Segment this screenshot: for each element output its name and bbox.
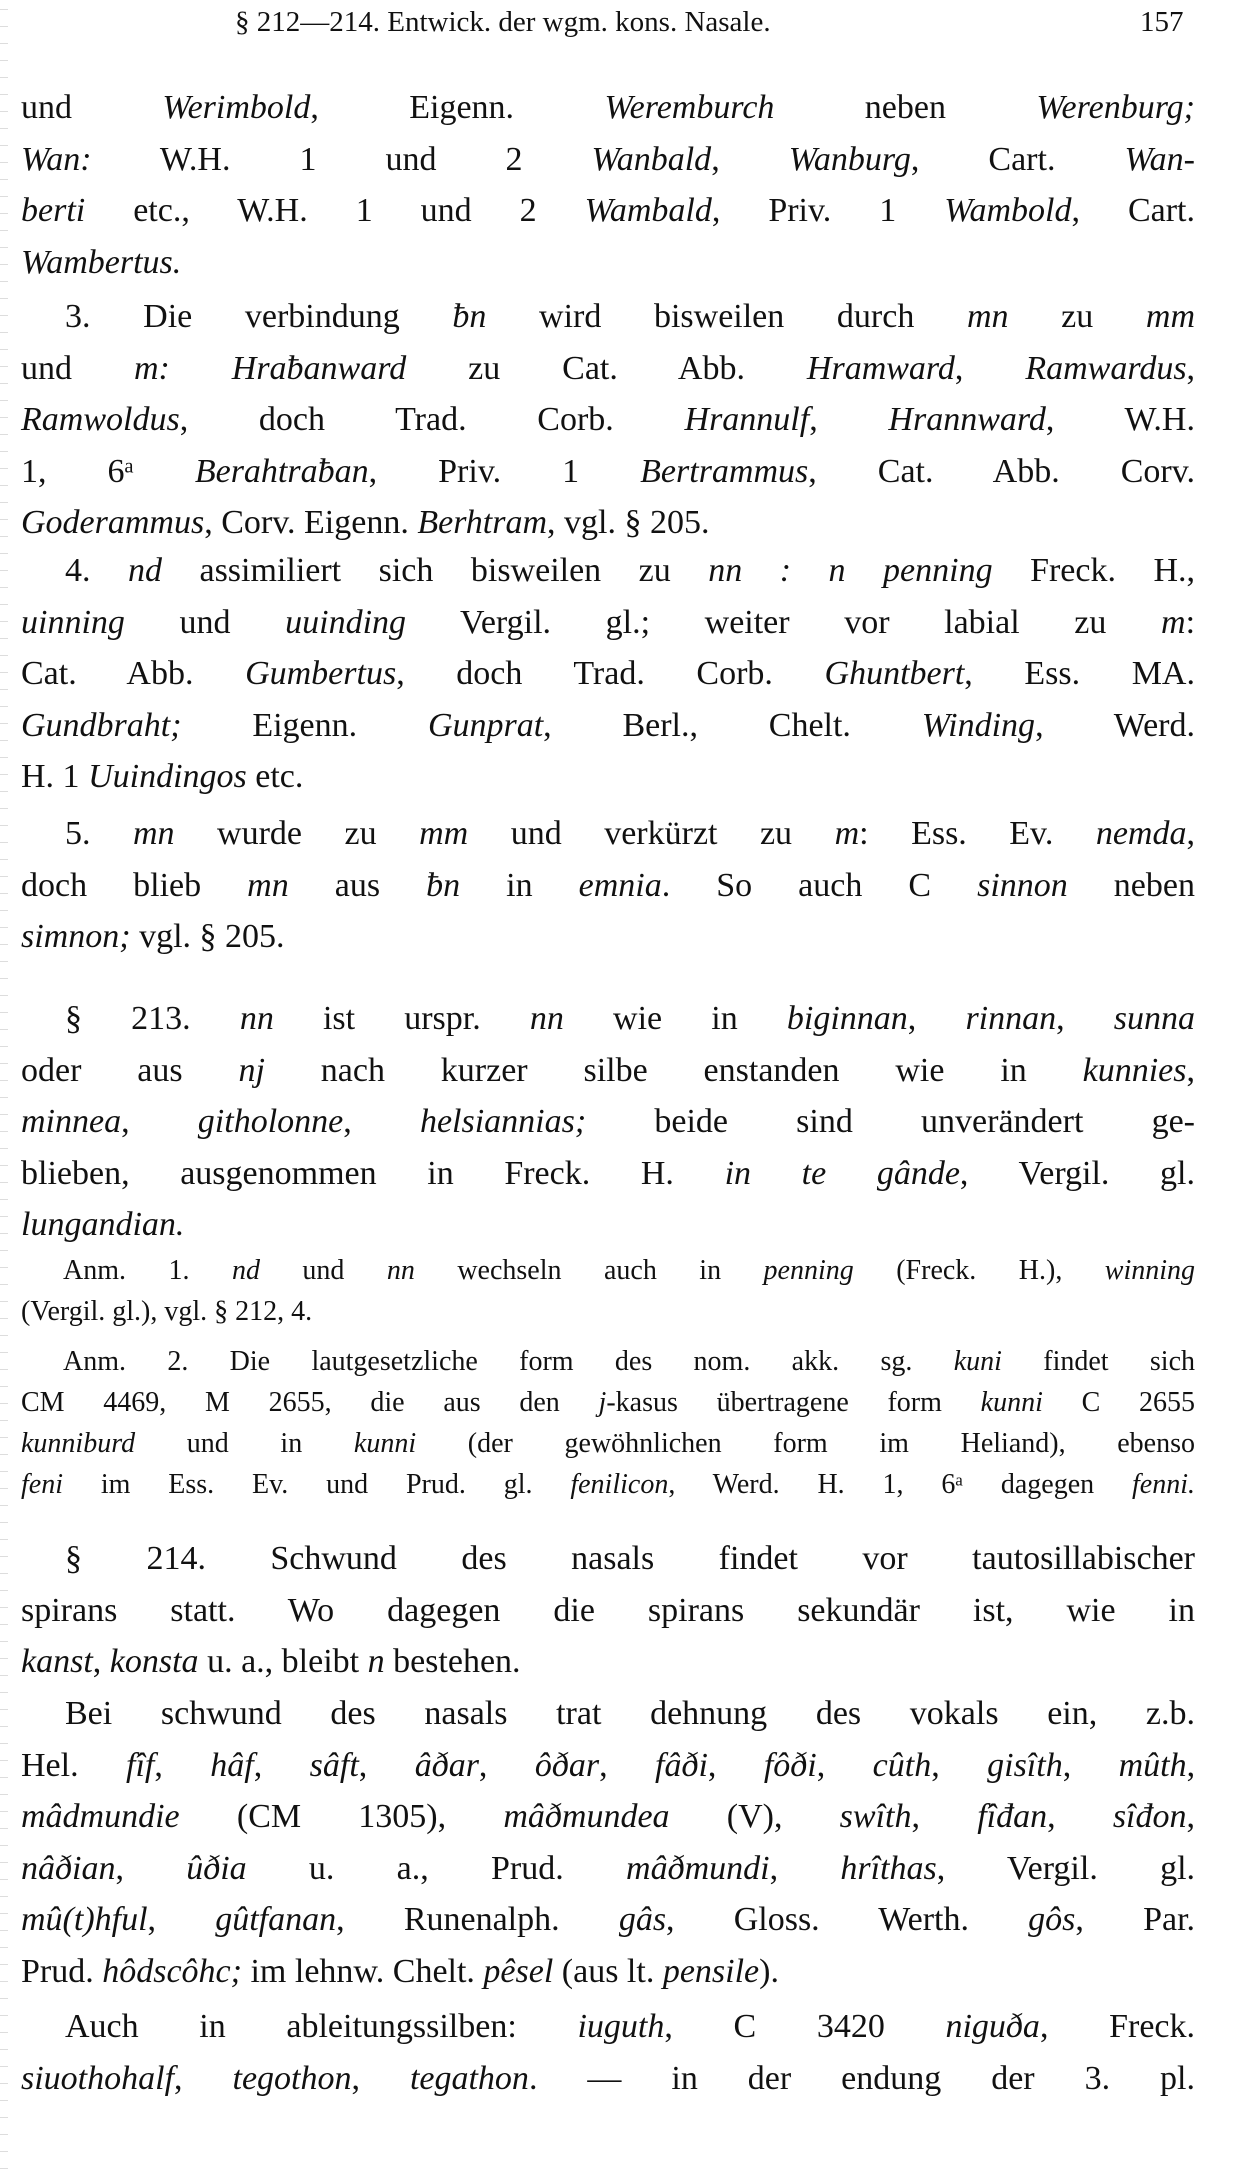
text-run: , <box>1186 1051 1195 1089</box>
text-run: H. 1 <box>21 758 89 795</box>
italic-term: hâf <box>210 1746 254 1784</box>
italic-term: emnia <box>578 866 662 904</box>
italic-term: mâdmundie <box>21 1798 180 1835</box>
text-run: , <box>931 1746 988 1784</box>
text-run: 5. <box>65 815 133 852</box>
text-run: , <box>253 1746 310 1784</box>
text-run: aus <box>288 866 427 904</box>
paragraph-214-ableitung <box>21 2001 1195 2104</box>
text-run: W.H. 1 und 2 <box>91 140 592 178</box>
text-run: , <box>707 1746 764 1784</box>
text-line <box>21 134 1195 186</box>
text-line <box>21 1585 1195 1637</box>
italic-term: helsiannias; <box>419 1103 587 1140</box>
text-run: , Corv. Eigenn. <box>204 504 418 541</box>
italic-term: mn <box>133 815 175 852</box>
text-line <box>21 1382 1195 1423</box>
text-run: vgl. § 205. <box>130 918 285 955</box>
page-number: 157 <box>1140 6 1184 38</box>
text-run: , doch Trad. Corb. <box>396 655 825 692</box>
text-run: Anm. 1. <box>63 1255 232 1286</box>
text-line <box>21 82 1195 134</box>
paragraph-214 <box>21 1533 1195 1688</box>
italic-term: penning <box>763 1255 854 1286</box>
text-run: Hel. <box>21 1746 126 1784</box>
text-line <box>21 597 1195 649</box>
italic-term: gûtfanan <box>215 1901 337 1938</box>
text-line <box>21 1843 1195 1895</box>
italic-term: Wambertus. <box>21 243 182 281</box>
italic-term: in te gânde <box>724 1154 960 1192</box>
text-run: , W.H. <box>1045 401 1195 438</box>
text-run: , Ess. MA. <box>964 655 1195 692</box>
italic-term: feni <box>21 1469 63 1500</box>
text-run: (der gewöhnlichen form im Heliand), ebenso <box>416 1428 1195 1459</box>
italic-term: m <box>834 815 860 852</box>
text-line <box>21 751 1195 803</box>
text-run: , <box>174 2059 233 2097</box>
text-line <box>21 446 1195 498</box>
text-run: doch blieb <box>21 866 248 904</box>
text-line <box>21 1464 1195 1505</box>
italic-term: Gundbraht; <box>21 706 182 744</box>
text-run: 4. <box>65 552 128 589</box>
text-line <box>21 291 1195 343</box>
text-run: , <box>92 1643 110 1680</box>
text-line <box>21 808 1195 860</box>
italic-term: gôs <box>1028 1901 1076 1938</box>
text-run: , <box>147 1901 216 1938</box>
italic-term: nj <box>238 1051 265 1089</box>
italic-term: minnea <box>21 1103 122 1140</box>
italic-term: nn : n penning <box>708 552 993 589</box>
italic-term: biginnan <box>786 1000 908 1037</box>
text-run: C 2655 <box>1042 1387 1195 1418</box>
text-line <box>21 993 1195 1045</box>
text-line <box>21 700 1195 752</box>
italic-term: ƀn <box>452 298 487 335</box>
text-run: , <box>911 1798 978 1835</box>
text-run: und in <box>135 1428 354 1459</box>
text-run: zu <box>1008 298 1146 335</box>
text-run: und <box>21 349 134 387</box>
text-run: , <box>954 349 1026 387</box>
italic-term: kunni <box>353 1428 417 1459</box>
text-run: in <box>460 866 579 904</box>
italic-term: Goderammus <box>21 504 205 541</box>
text-run: Anm. 2. Die lautgesetzliche form des nom. akk. sg. <box>63 1346 954 1377</box>
text-line <box>21 1250 1195 1291</box>
text-run: u. a., Prud. <box>246 1849 627 1887</box>
italic-term: cûth <box>872 1746 932 1784</box>
text-run: blieben, ausgenommen in Freck. H. <box>21 1154 725 1192</box>
text-run: , <box>351 2059 410 2097</box>
text-line <box>21 545 1195 597</box>
text-run: § 213. <box>65 1000 240 1037</box>
italic-term: Wambald <box>584 192 712 229</box>
italic-term: Weremburch <box>604 89 775 126</box>
text-run: , <box>1186 1746 1196 1784</box>
text-run: CM 4469, M 2655, die aus den <box>21 1387 599 1418</box>
italic-term: ƀn <box>426 866 461 904</box>
text-run: , Cart. <box>910 140 1125 178</box>
text-line <box>21 1045 1195 1097</box>
text-run: , Gloss. Werth. <box>666 1901 1029 1938</box>
text-run: (CM 1305), <box>179 1798 504 1835</box>
italic-term: n <box>367 1643 385 1680</box>
italic-term: fenilicon <box>570 1469 669 1500</box>
italic-term: iuguth <box>577 2008 665 2045</box>
text-run: , <box>343 1103 420 1140</box>
text-run: , Priv. 1 <box>711 192 945 229</box>
text-run: , Freck. <box>1039 2008 1195 2045</box>
italic-term: mû(t)hful <box>21 1901 148 1938</box>
text-run: , <box>154 1746 211 1784</box>
text-run: , Cart. <box>1071 192 1195 229</box>
italic-term: nn <box>529 1000 564 1037</box>
text-run: , <box>816 1746 873 1784</box>
text-line <box>21 343 1195 395</box>
text-run: , <box>599 1746 655 1784</box>
italic-term: Werenburg; <box>1036 89 1196 126</box>
italic-term: Wan- <box>1124 140 1195 178</box>
italic-term: j <box>598 1387 607 1418</box>
text-run: etc. <box>246 758 304 795</box>
italic-term: gâs <box>618 1901 667 1938</box>
text-run: Bei schwund des nasals trat dehnung des vokals ein, z.b. <box>65 1695 1195 1732</box>
italic-term: Bertrammus <box>640 452 809 490</box>
italic-term: hôdscôhc; <box>102 1952 242 1990</box>
text-run: Cat. Abb. <box>21 655 246 692</box>
text-line <box>21 394 1195 446</box>
text-run: und <box>124 603 286 641</box>
text-run: , <box>478 1746 535 1784</box>
italic-term: ôðar <box>534 1746 600 1784</box>
text-run: beide sind unverändert ge- <box>586 1103 1196 1140</box>
text-run: Auch in ableitungssilben: <box>65 2008 578 2045</box>
note-anm-2 <box>21 1341 1195 1505</box>
text-run: , Werd. <box>1035 706 1196 744</box>
italic-term: sâft <box>309 1746 359 1784</box>
italic-term: Wan: <box>21 140 92 178</box>
italic-term: mâðmundi <box>626 1849 770 1887</box>
text-run: , Runenalph. <box>336 1901 619 1938</box>
text-run: u. a., bleibt <box>198 1643 368 1680</box>
italic-term: Gunprat <box>427 706 544 744</box>
italic-term: nâðian <box>21 1849 116 1887</box>
italic-term: mn <box>247 866 289 904</box>
italic-term: Hrannward <box>888 401 1046 438</box>
italic-term: konsta <box>109 1643 199 1680</box>
text-run: -kasus übertragene form <box>606 1387 981 1418</box>
italic-term: fîf <box>126 1746 155 1784</box>
text-run: § 214. Schwund des nasals findet vor tautosillabischer <box>65 1540 1195 1577</box>
text-run: ist urspr. <box>273 1000 530 1037</box>
italic-term: Berhtram <box>417 504 548 541</box>
text-line <box>21 648 1195 700</box>
italic-term: pensile <box>662 1952 760 1990</box>
text-run: , <box>121 1103 198 1140</box>
italic-term: berti <box>21 192 86 229</box>
text-run: , <box>1186 815 1195 852</box>
text-run: neben <box>774 89 1037 126</box>
text-run: (aus lt. <box>553 1952 663 1990</box>
paragraph-212-2-cont <box>21 82 1195 288</box>
italic-term: lungandian. <box>21 1206 185 1243</box>
italic-term: Ramwardus <box>1025 349 1187 387</box>
italic-term: uuinding <box>285 603 407 641</box>
italic-term: kuni <box>953 1346 1002 1377</box>
text-run: , <box>1062 1746 1119 1784</box>
text-line <box>21 2001 1195 2053</box>
italic-term: ûðia <box>186 1849 247 1887</box>
text-run: wie in <box>563 1000 787 1037</box>
text-run: Eigenn. <box>181 706 428 744</box>
text-run: , <box>1186 1798 1196 1835</box>
text-run: , Werd. H. 1, 6ᵃ dagegen <box>668 1469 1132 1500</box>
italic-term: Berahtraƀan <box>194 452 369 490</box>
italic-term: niguða <box>945 2008 1040 2045</box>
scan-edge-noise <box>0 0 8 2175</box>
text-line <box>21 1199 1195 1251</box>
italic-term: Hraƀanward <box>231 349 407 387</box>
text-line <box>21 1423 1195 1464</box>
text-run: , C 3420 <box>664 2008 946 2045</box>
italic-term: siuothohalf <box>21 2059 175 2097</box>
text-run <box>170 350 232 387</box>
text-line <box>21 2053 1195 2105</box>
text-run: nach kurzer silbe enstanden wie in <box>264 1051 1083 1089</box>
italic-term: kunni <box>980 1387 1043 1418</box>
italic-term: tegathon <box>409 2059 529 2097</box>
text-run: Vergil. gl.; weiter vor labial zu <box>406 603 1161 641</box>
text-line <box>21 497 1195 549</box>
text-run: : Ess. Ev. <box>859 815 1096 852</box>
italic-term: fôði <box>763 1746 817 1784</box>
italic-term: sîđon <box>1112 1798 1187 1835</box>
italic-term: nd <box>231 1255 260 1286</box>
italic-term: nd <box>128 552 162 589</box>
text-run: . So auch C <box>661 866 978 904</box>
italic-term: pêsel <box>483 1952 554 1990</box>
italic-term: fenni. <box>1132 1469 1195 1500</box>
italic-term: fîđan <box>977 1798 1048 1835</box>
text-run: und <box>259 1255 387 1286</box>
italic-term: m <box>1161 603 1186 641</box>
italic-term: Gumbertus <box>245 655 397 692</box>
italic-term: mûth <box>1118 1746 1187 1784</box>
text-run: , vgl. § 205. <box>547 504 710 541</box>
text-line <box>21 860 1195 912</box>
text-run: spirans statt. Wo dagegen die spirans sekundär ist, wie in <box>21 1591 1195 1629</box>
italic-term: Werimbold <box>162 89 311 126</box>
text-run: : <box>1185 603 1196 641</box>
text-run: ). <box>759 1952 779 1990</box>
italic-term: rinnan <box>965 1000 1057 1037</box>
text-line <box>21 1946 1195 1998</box>
text-run: , <box>115 1849 187 1887</box>
italic-term: mâðmundea <box>503 1798 670 1835</box>
text-run: , <box>809 401 889 438</box>
text-run: , doch Trad. Corb. <box>179 401 685 438</box>
italic-term: tegothon <box>232 2059 352 2097</box>
paragraph-213 <box>21 993 1195 1251</box>
text-line <box>21 237 1195 289</box>
text-line <box>21 1533 1195 1585</box>
italic-term: Wanburg <box>788 140 911 178</box>
text-run: assimiliert sich bisweilen zu <box>162 552 709 589</box>
italic-term: swîth <box>839 1798 912 1835</box>
text-run: (V), <box>669 1798 840 1835</box>
italic-term: hrîthas <box>840 1849 937 1887</box>
text-run: , Cat. Abb. Corv. <box>808 452 1196 490</box>
italic-term: nn <box>386 1255 415 1286</box>
italic-term: kanst <box>21 1643 93 1680</box>
italic-term: m: <box>133 349 170 387</box>
text-line <box>21 185 1195 237</box>
text-run: Freck. H., <box>992 552 1196 589</box>
text-run: und verkürzt zu <box>468 815 835 852</box>
italic-term: mm <box>419 815 469 852</box>
text-line <box>21 1096 1195 1148</box>
italic-term: Winding <box>921 706 1036 744</box>
text-run: etc., W.H. 1 und 2 <box>85 192 585 229</box>
text-run: zu Cat. Abb. <box>406 349 807 387</box>
text-run: , Par. <box>1075 1901 1196 1938</box>
paragraph-212-4 <box>21 545 1195 803</box>
text-run: im lehnw. Chelt. <box>241 1952 484 1990</box>
text-run: (Freck. H.), <box>853 1255 1105 1286</box>
text-run: , Vergil. gl. <box>936 1849 1196 1887</box>
text-run: oder aus <box>21 1051 239 1089</box>
text-run: , <box>1047 1798 1113 1835</box>
text-run: , Vergil. gl. <box>959 1154 1196 1192</box>
text-line <box>21 1636 1195 1688</box>
italic-term: kunnies <box>1082 1051 1187 1089</box>
text-run: , <box>1056 1000 1114 1037</box>
text-run: (Vergil. gl.), vgl. § 212, 4. <box>21 1296 313 1327</box>
text-run: neben <box>1067 866 1195 904</box>
text-run: , Priv. 1 <box>368 452 641 490</box>
italic-term: âðar <box>414 1746 479 1784</box>
italic-term: Uuindingos <box>88 758 247 795</box>
paragraph-212-3 <box>21 291 1195 549</box>
text-run: , <box>711 140 789 178</box>
italic-term: mm <box>1145 298 1196 335</box>
text-run: 3. Die verbindung <box>65 298 453 335</box>
text-line <box>21 1791 1195 1843</box>
italic-term: fâði <box>655 1746 708 1784</box>
running-title: § 212—214. Entwick. der wgm. kons. Nasale. <box>235 6 771 38</box>
italic-term: kunniburd <box>21 1428 136 1459</box>
text-run: , <box>1186 349 1196 387</box>
text-run: , <box>358 1746 415 1784</box>
italic-term: mn <box>966 298 1009 335</box>
italic-term: nn <box>239 1000 274 1037</box>
italic-term: sunna <box>1113 1000 1196 1037</box>
text-run: , Eigenn. <box>310 89 605 126</box>
text-run: wechseln auch in <box>414 1255 764 1286</box>
text-run: findet sich <box>1001 1346 1195 1377</box>
italic-term: uinning <box>21 603 125 641</box>
italic-term: sinnon <box>977 866 1068 904</box>
note-anm-1 <box>21 1250 1195 1332</box>
text-line <box>21 1291 1195 1332</box>
paragraph-214-dehnung <box>21 1688 1195 1997</box>
italic-term: Hramward <box>806 349 955 387</box>
italic-term: Wanbald <box>591 140 712 178</box>
text-line <box>21 911 1195 963</box>
text-line <box>21 1894 1195 1946</box>
text-run: und <box>21 89 163 126</box>
text-run: , <box>907 1000 966 1037</box>
text-run: im Ess. Ev. und Prud. gl. <box>63 1469 571 1500</box>
text-run: . — in der endung der 3. pl. <box>528 2059 1196 2097</box>
text-run: wurde zu <box>174 815 420 852</box>
italic-term: Hrannulf <box>684 401 810 438</box>
text-line <box>21 1341 1195 1382</box>
text-line <box>21 1148 1195 1200</box>
italic-term: Wambold <box>944 192 1072 229</box>
italic-term: githolonne <box>197 1103 344 1140</box>
text-run: bestehen. <box>384 1643 521 1680</box>
text-run: , <box>769 1849 841 1887</box>
paragraph-212-5 <box>21 808 1195 963</box>
italic-term: winning <box>1104 1255 1196 1286</box>
text-run: wird bisweilen durch <box>486 298 967 335</box>
italic-term: Ramwoldus <box>21 401 180 438</box>
text-line <box>21 1740 1195 1792</box>
text-line <box>21 1688 1195 1740</box>
italic-term: simnon; <box>21 918 131 955</box>
italic-term: Ghuntbert <box>824 655 965 692</box>
italic-term: nemda <box>1095 815 1187 852</box>
text-run: Prud. <box>21 1952 103 1990</box>
text-run: 1, 6ᵃ <box>21 452 195 490</box>
text-run: , Berl., Chelt. <box>543 706 922 744</box>
italic-term: gisîth <box>987 1746 1063 1784</box>
